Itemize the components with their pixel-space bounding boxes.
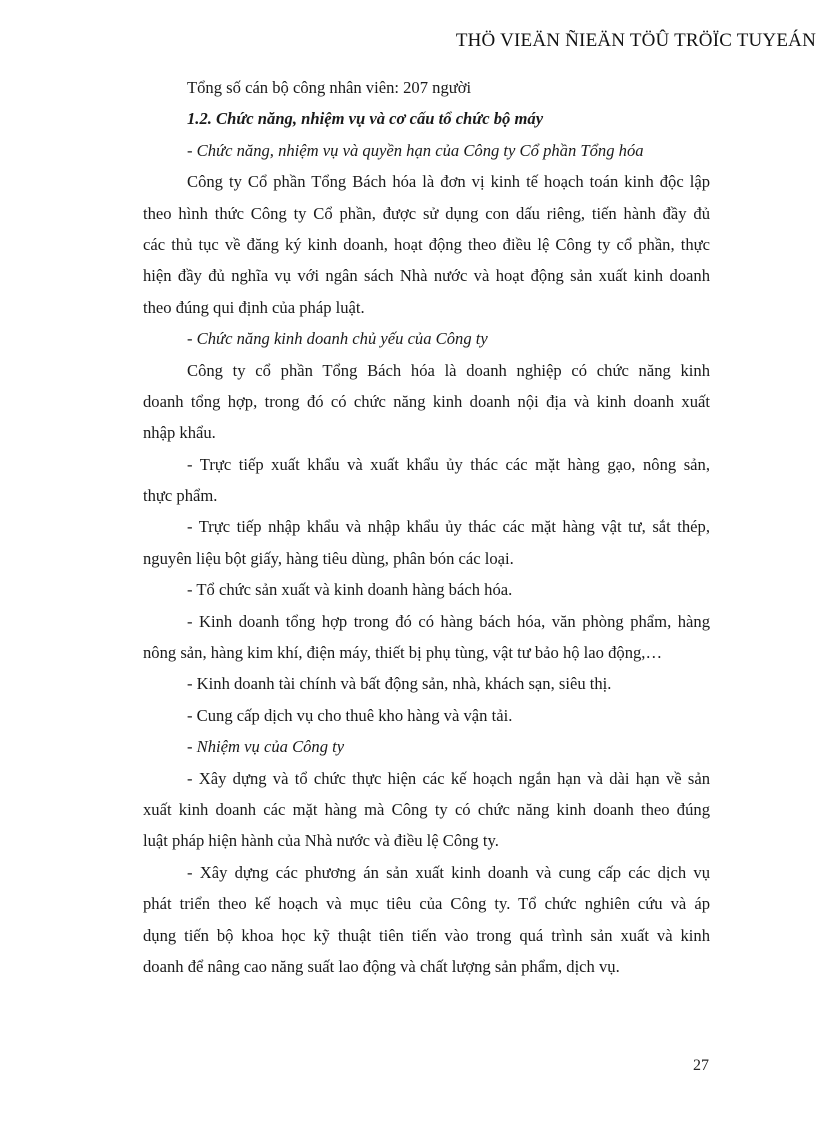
list-item: - Trực tiếp xuất khẩu và xuất khẩu ủy thác các mặt hàng gạo, nông sản, (187, 454, 710, 474)
list-item: - Xây dựng các phương án sản xuất kinh doanh và cung cấp các dịch vụ (187, 862, 710, 882)
text-line: doanh để nâng cao năng suất lao động và chất lượng sản phẩm, dịch vụ. (143, 956, 620, 976)
section-heading: 1.2. Chức năng, nhiệm vụ và cơ cấu tổ chức bộ máy (187, 109, 544, 129)
text-line: Công ty cổ phần Tổng Bách hóa là doanh nghiệp có chức năng kinh (187, 360, 710, 380)
list-item: - Cung cấp dịch vụ cho thuê kho hàng và vận tải. (187, 705, 513, 725)
subsection-heading: - Chức năng kinh doanh chủ yếu của Công ty (187, 329, 488, 349)
text-line: luật pháp hiện hành của Nhà nước và điều lệ Công ty. (143, 831, 499, 851)
list-item: - Tổ chức sản xuất và kinh doanh hàng bách hóa. (187, 580, 513, 600)
subsection-heading: - Nhiệm vụ của Công ty (187, 737, 345, 757)
text-line: Công ty Cổ phần Tổng Bách hóa là đơn vị kinh tế hoạch toán kinh độc lập (187, 172, 710, 192)
document-body (143, 72, 710, 982)
page-number: 27 (693, 1057, 709, 1074)
list-item: - Xây dựng và tổ chức thực hiện các kế hoạch ngắn hạn và dài hạn về sản (187, 768, 710, 788)
list-item: - Kinh doanh tổng hợp trong đó có hàng bách hóa, văn phòng phẩm, hàng (187, 611, 710, 631)
text-line: hiện đầy đủ nghĩa vụ với ngân sách Nhà nước và hoạt động sản xuất kinh doanh (143, 266, 710, 286)
subsection-heading: - Chức năng, nhiệm vụ và quyền hạn của Công ty Cổ phần Tổng hóa (187, 140, 644, 160)
list-item: - Trực tiếp nhập khẩu và nhập khẩu ủy thác các mặt hàng vật tư, sắt thép, (187, 517, 710, 537)
text-line: nông sản, hàng kim khí, điện máy, thiết bị phụ tùng, vật tư bảo hộ lao động,… (143, 643, 663, 663)
text-line: theo đúng qui định của pháp luật. (143, 297, 365, 317)
list-item: - Kinh doanh tài chính và bất động sản, nhà, khách sạn, siêu thị. (187, 674, 612, 694)
text-line: phát triển theo kế hoạch và mục tiêu của Công ty. Tổ chức nghiên cứu và áp (143, 894, 710, 914)
text-line: xuất kinh doanh các mặt hàng mà Công ty có chức năng kinh doanh theo đúng (143, 799, 710, 819)
text-line: nhập khẩu. (143, 423, 216, 443)
running-header: THÖ VIEÄN ÑIEÄN TÖÛ TRÖÏC TUYEÁN (455, 30, 816, 51)
text-line: các thủ tục về đăng ký kinh doanh, hoạt động theo điều lệ Công ty cổ phần, thực (143, 234, 710, 254)
text-line: thực phẩm. (143, 486, 218, 506)
text-line: Tổng số cán bộ công nhân viên: 207 người (187, 78, 472, 97)
text-line: dụng tiến bộ khoa học kỹ thuật tiên tiến vào trong quá trình sản xuất và kinh (143, 925, 710, 945)
text-line: doanh tổng hợp, trong đó có chức năng kinh doanh nội địa và kinh doanh xuất (143, 391, 710, 411)
text-line: theo hình thức Công ty Cổ phần, được sử dụng con dấu riêng, tiến hành đầy đủ (143, 203, 710, 223)
text-line: nguyên liệu bột giấy, hàng tiêu dùng, phân bón các loại. (143, 548, 514, 568)
